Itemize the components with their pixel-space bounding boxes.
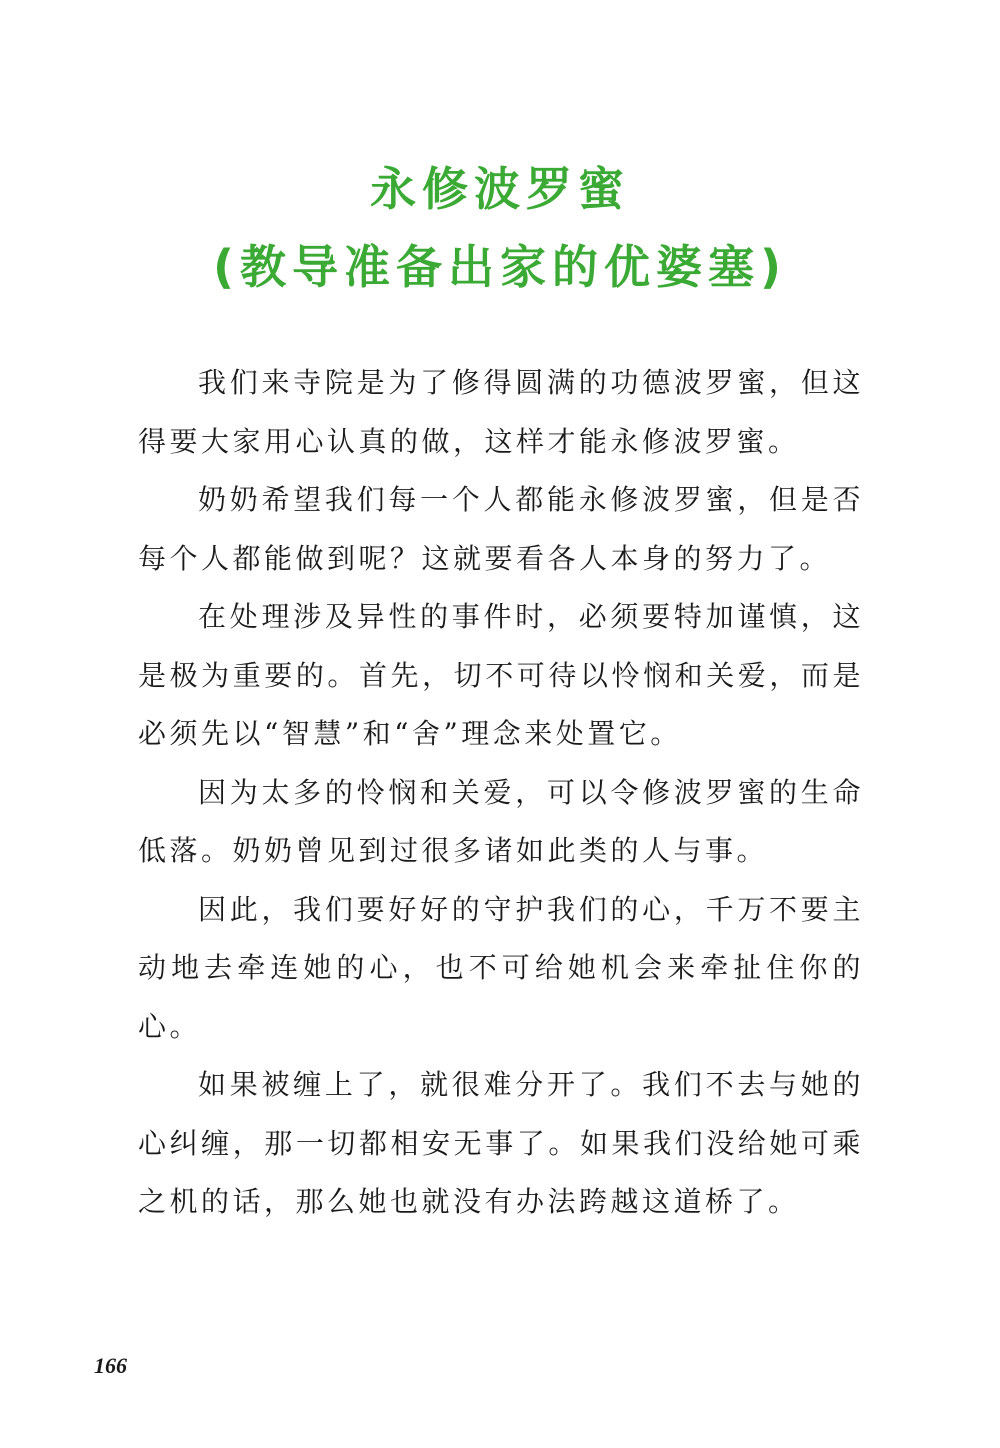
- chapter-title: [0, 150, 1000, 306]
- paragraph: 如果被缠上了，就很难分开了。我们不去与她的心纠缠，那一切都相安无事了。如果我们没给她可乘之机的话，那么她也就没有办法跨越这道桥了。: [138, 1068, 864, 1218]
- body-text: [138, 354, 864, 1232]
- paragraph: 因为太多的怜悯和关爱，可以令修波罗蜜的生命低落。奶奶曾见到过很多诸如此类的人与事。: [138, 775, 864, 867]
- page-number: 166: [94, 1353, 127, 1378]
- paragraph: 我们来寺院是为了修得圆满的功德波罗蜜，但这得要大家用心认真的做，这样才能永修波罗蜜。: [138, 366, 864, 458]
- paragraph: 因此，我们要好好的守护我们的心，千万不要主动地去牵连她的心，也不可给她机会来牵扯住你的心。: [138, 892, 864, 1043]
- paragraph: 在处理涉及异性的事件时，必须要特加谨慎，这是极为重要的。首先，切不可待以怜悯和关爱，而是必须先以“智慧”和“舍”理念来处置它。: [138, 600, 864, 750]
- paragraph: 奶奶希望我们每一个人都能永修波罗蜜，但是否每个人都能做到呢？这就要看各人本身的努力了。: [138, 483, 864, 575]
- chapter-title-main: 永修波罗蜜: [370, 162, 630, 216]
- chapter-title-subtitle: (教导准备出家的优婆塞): [212, 240, 788, 294]
